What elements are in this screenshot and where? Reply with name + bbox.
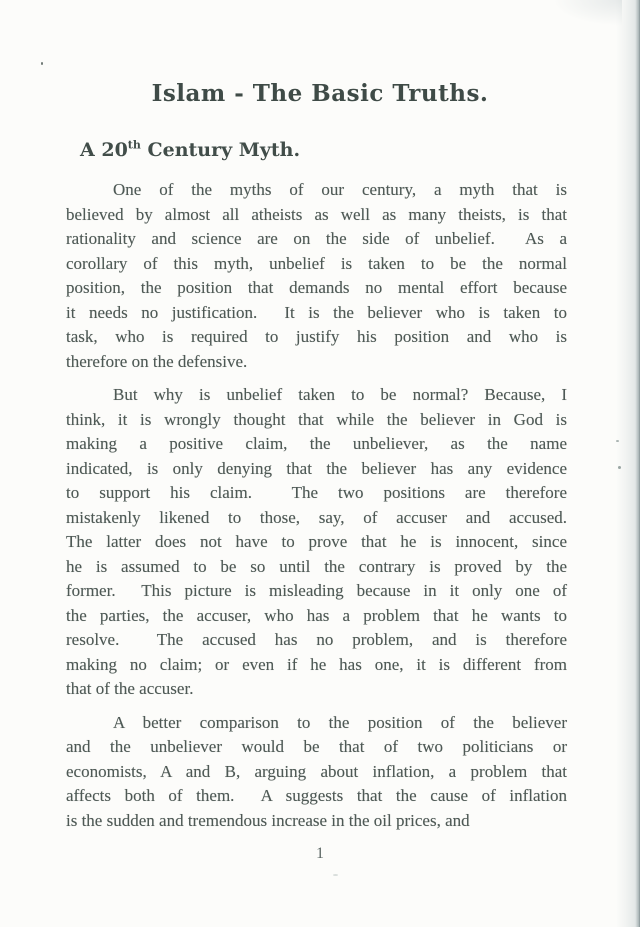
text-line: A better comparison to the position of the believer [113,712,567,732]
text-line: believed by almost all atheists as well as many theists, is that [66,204,567,224]
section-heading-text: A 20 [80,139,128,161]
text-line: to support his claim. The two positions are therefore [66,483,567,502]
text-line: it needs no justification. It is the believer who is taken to [66,302,567,322]
text-line: position, the position that demands no mental effort because [66,278,567,297]
text-line: task, who is required to justify his position and who is [66,327,567,346]
scan-speck [41,62,43,65]
text-line: resolve. The accused has no problem, and is therefore [66,630,567,649]
page-number: 1 [316,845,324,862]
text-line: But why is unbelief taken to be normal? Because, I [113,385,567,404]
text-line: that of the accuser. [66,679,194,698]
text-line: making a positive claim, the unbeliever, as the name [66,434,567,453]
text-line: corollary of this myth, unbelief is taken to be the normal [66,253,567,273]
body-text [66,178,567,842]
text-line: think, it is wrongly thought that while the believer in God is [66,409,567,429]
text-line: indicated, is only denying that the believer has any evidence [66,458,567,478]
section-heading-superscript: th [127,138,141,152]
section-heading-text: Century Myth. [140,139,301,161]
page-title: Islam - The Basic Truths. [151,80,489,107]
paragraph [66,711,567,834]
scan-edge-shadow [616,0,640,927]
text-line: making no claim; or even if he has one, it is different from [66,654,567,674]
text-line: economists, A and B, arguing about inflation, a problem that [66,761,567,781]
text-line: The latter does not have to prove that he is innocent, since [66,532,567,551]
text-line: therefore on the defensive. [66,351,248,371]
text-line: rationality and science are on the side of unbelief. As a [66,229,567,248]
section-heading [80,139,300,161]
text-line: One of the myths of our century, a myth that is [113,180,567,199]
scan-speck [333,874,338,876]
paragraph [66,178,567,374]
paragraph [66,383,567,702]
text-line: affects both of them. A suggests that the cause of inflation [66,786,567,805]
text-line: former. This picture is misleading because in it only one of [66,581,567,600]
scan-corner-haze [552,0,622,26]
text-line: is the sudden and tremendous increase in the oil prices, and [66,810,470,830]
scan-speck [616,440,619,442]
text-line: the parties, the accuser, who has a problem that he wants to [66,605,567,625]
text-line: and the unbeliever would be that of two politicians or [66,737,567,756]
text-line: he is assumed to be so until the contrary is proved by the [66,556,567,576]
text-line: mistakenly likened to those, say, of accuser and accused. [66,507,567,527]
scan-speck [618,466,621,469]
